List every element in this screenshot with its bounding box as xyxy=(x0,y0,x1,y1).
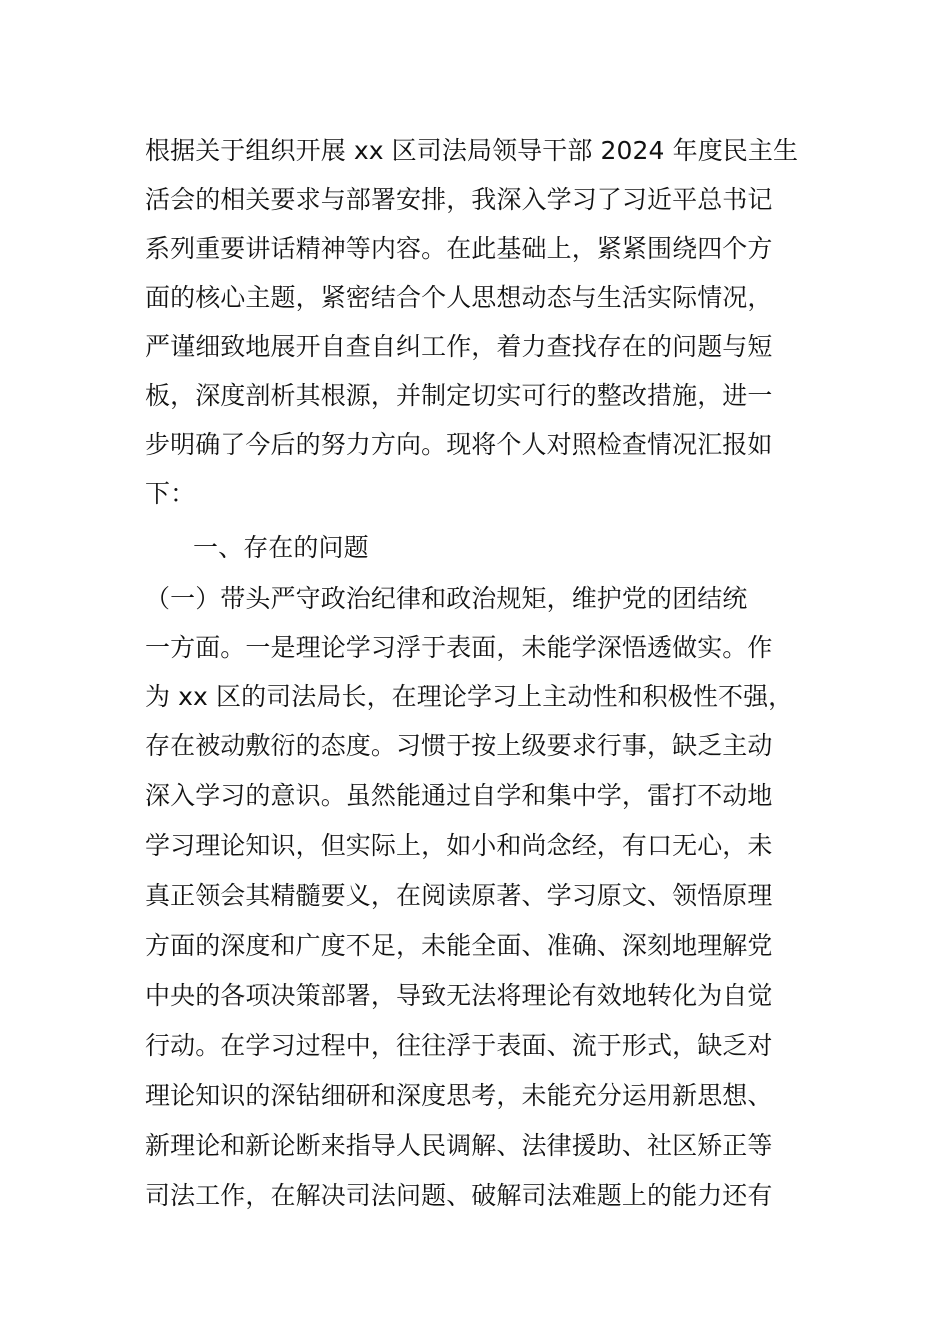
intro-line: 步明确了今后的努力方向。现将个人对照检查情况汇报如 xyxy=(145,430,773,459)
body-line: 为 xx 区的司法局长，在理论学习上主动性和积极性不强， xyxy=(145,682,794,711)
intro-line: 活会的相关要求与部署安排，我深入学习了习近平总书记 xyxy=(145,185,773,214)
body-line: 方面的深度和广度不足，未能全面、准确、深刻地理解党 xyxy=(145,931,773,960)
body-line: （一）带头严守政治纪律和政治规矩，维护党的团结统 xyxy=(145,584,748,613)
intro-line: 板，深度剖析其根源，并制定切实可行的整改措施，进一 xyxy=(145,381,773,410)
intro-line: 系列重要讲话精神等内容。在此基础上，紧紧围绕四个方 xyxy=(145,234,773,263)
intro-line: 下： xyxy=(145,479,196,508)
intro-line: 严谨细致地展开自查自纠工作，着力查找存在的问题与短 xyxy=(145,332,773,361)
body-line: 中央的各项决策部署，导致无法将理论有效地转化为自觉 xyxy=(145,981,773,1010)
intro-line: 面的核心主题，紧密结合个人思想动态与生活实际情况， xyxy=(145,283,773,312)
body-line: 学习理论知识，但实际上，如小和尚念经，有口无心，未 xyxy=(145,831,773,860)
body-line: 一方面。一是理论学习浮于表面，未能学深悟透做实。作 xyxy=(145,633,773,662)
intro-line: 根据关于组织开展 xx 区司法局领导干部 2024 年度民主生 xyxy=(145,136,799,165)
body-line: 司法工作，在解决司法问题、破解司法难题上的能力还有 xyxy=(145,1181,773,1210)
body-line: 新理论和新论断来指导人民调解、法律援助、社区矫正等 xyxy=(145,1131,773,1160)
body-line: 理论知识的深钻细研和深度思考，未能充分运用新思想、 xyxy=(145,1081,773,1110)
body-line: 存在被动敷衍的态度。习惯于按上级要求行事，缺乏主动 xyxy=(145,731,773,760)
section-heading: 一、存在的问题 xyxy=(193,533,369,562)
body-line: 行动。在学习过程中，往往浮于表面、流于形式，缺乏对 xyxy=(145,1031,773,1060)
body-line: 真正领会其精髓要义，在阅读原著、学习原文、领悟原理 xyxy=(145,881,773,910)
body-line: 深入学习的意识。虽然能通过自学和集中学，雷打不动地 xyxy=(145,781,773,810)
